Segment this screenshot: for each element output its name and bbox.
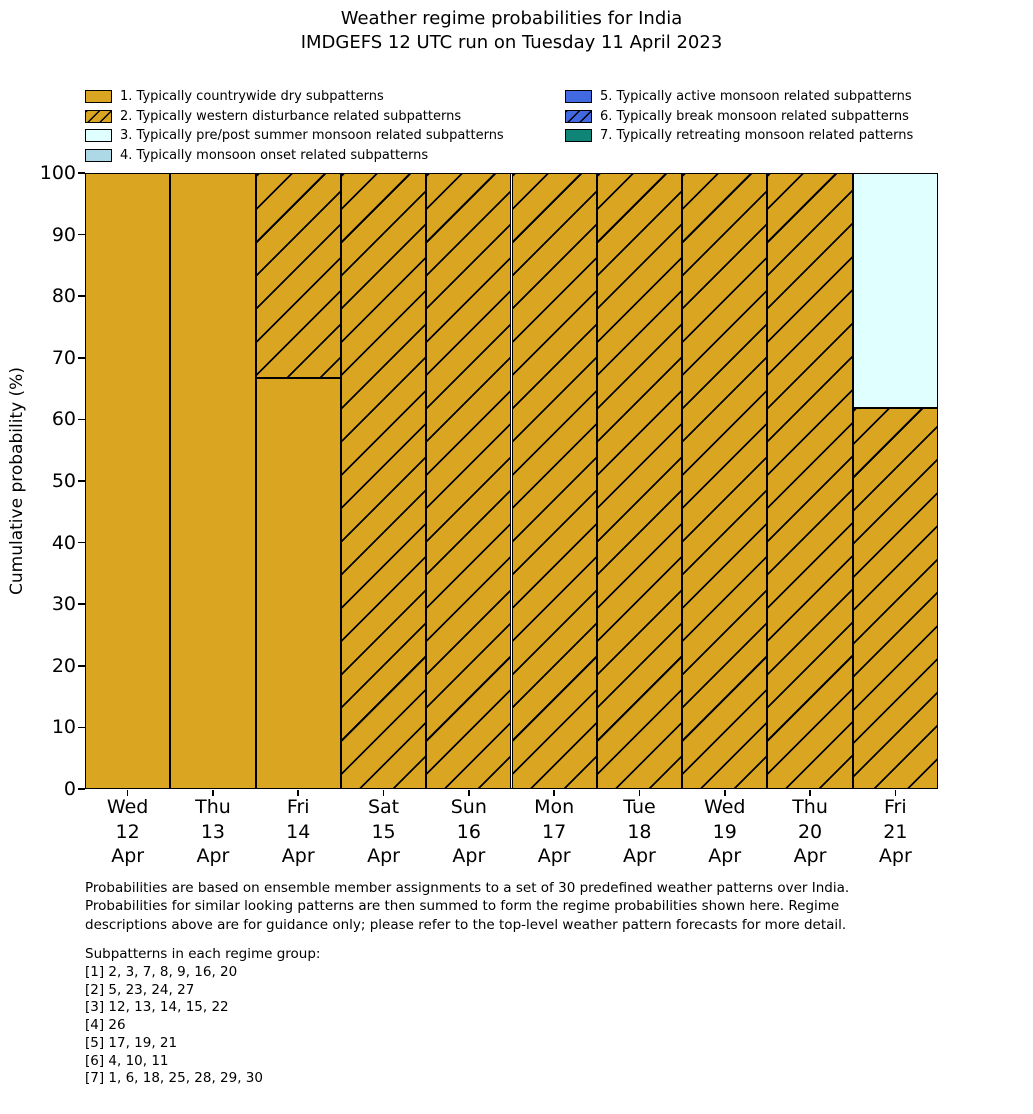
legend-item-label: 5. Typically active monsoon related subpatterns (600, 89, 912, 105)
legend-item-label: 6. Typically break monsoon related subpatterns (600, 108, 909, 124)
legend-item-label: 3. Typically pre/post summer monsoon related subpatterns (120, 128, 504, 144)
x-tick-label: Thu 13 Apr (195, 796, 231, 867)
subpatterns-line: [5] 17, 19, 21 (85, 1034, 178, 1051)
legend-swatch-icon (85, 129, 112, 142)
y-tick-mark (78, 603, 85, 605)
y-tick-label: 50 (51, 470, 76, 492)
x-tick-label: Wed 12 Apr (106, 796, 149, 867)
subpatterns-line: [3] 12, 13, 14, 15, 22 (85, 999, 229, 1016)
x-tick-label: Sun 16 Apr (450, 796, 487, 867)
bar-segment-regime-2 (426, 173, 511, 789)
y-tick-mark (78, 357, 85, 359)
y-tick-label: 40 (51, 531, 76, 554)
subpatterns-list (85, 964, 263, 1088)
footer-paragraph (85, 879, 849, 934)
bar-segment-regime-2 (853, 408, 938, 789)
y-tick-mark (78, 727, 85, 729)
y-tick-label: 10 (51, 716, 76, 739)
y-axis-label: Cumulative probability (%) (7, 367, 27, 595)
y-tick-label: 100 (39, 162, 76, 184)
bar-segment-regime-2 (767, 173, 852, 789)
y-tick-mark (78, 172, 85, 174)
plot-area (85, 173, 938, 789)
y-tick-label: 60 (51, 408, 76, 431)
legend-swatch-icon (565, 90, 592, 103)
legend-item-regime-4 (85, 146, 504, 166)
x-tick-label: Sat 15 Apr (367, 796, 400, 867)
bar-segment-regime-1 (256, 378, 341, 789)
y-tick-label: 70 (51, 346, 76, 369)
legend-item-label: 7. Typically retreating monsoon related patterns (600, 128, 914, 144)
subpatterns-line: [7] 1, 6, 18, 25, 28, 29, 30 (85, 1070, 263, 1087)
x-tick-label: Fri 14 Apr (281, 796, 315, 867)
bar-segment-regime-2 (682, 173, 767, 789)
footer-line: Probabilities for similar looking patterns are then summed to form the regime probabilities shown here. Regime (85, 898, 840, 915)
y-tick-mark (78, 419, 85, 421)
y-tick-label: 80 (51, 285, 76, 308)
legend-item-label: 4. Typically monsoon onset related subpatterns (120, 148, 429, 164)
x-tick-label: Mon 17 Apr (534, 796, 575, 867)
chart-title: Weather regime probabilities for India (340, 8, 683, 29)
subpatterns-line: [6] 4, 10, 11 (85, 1052, 169, 1069)
y-tick-mark (78, 234, 85, 236)
y-tick-label: 30 (51, 593, 76, 616)
y-tick-mark (78, 542, 85, 544)
bar-segment-regime-1 (85, 173, 170, 789)
legend-swatch-icon (565, 110, 592, 123)
subpatterns-line: [1] 2, 3, 7, 8, 9, 16, 20 (85, 964, 238, 980)
bar-segment-regime-2 (341, 173, 426, 789)
chart-subtitle: IMDGEFS 12 UTC run on Tuesday 11 April 2023 (300, 32, 723, 53)
y-tick-mark (78, 295, 85, 297)
x-tick-label: Wed 19 Apr (704, 796, 746, 867)
legend-swatch-icon (85, 149, 112, 162)
bar-segment-regime-3 (853, 173, 938, 408)
subpatterns-line: [2] 5, 23, 24, 27 (85, 981, 195, 998)
subpatterns-line: [4] 26 (85, 1017, 126, 1034)
legend-column-right (565, 87, 913, 146)
legend-item-label: 2. Typically western disturbance related subpatterns (120, 108, 462, 124)
y-tick-label: 0 (63, 778, 76, 800)
legend-item-regime-2 (85, 107, 504, 127)
legend-item-label: 1. Typically countrywide dry subpatterns (120, 89, 384, 105)
subpatterns-heading: Subpatterns in each regime group: (85, 946, 321, 962)
footer-line: Probabilities are based on ensemble member assignments to a set of 30 predefined weather patterns over India. (85, 880, 850, 896)
y-tick-mark (78, 788, 85, 790)
legend-item-regime-7 (565, 126, 913, 146)
y-tick-label: 20 (51, 654, 76, 677)
x-tick-label: Fri 21 Apr (878, 796, 912, 867)
bar-segment-regime-2 (256, 173, 341, 378)
y-tick-mark (78, 665, 85, 667)
x-tick-label: Tue 18 Apr (623, 796, 656, 867)
legend-swatch-icon (85, 90, 112, 103)
x-tick-label: Thu 20 Apr (792, 796, 828, 867)
legend-item-regime-6 (565, 107, 913, 127)
footer-line: descriptions above are for guidance only; please refer to the top-level weather pattern forecasts for more detail. (85, 916, 847, 933)
bar-segment-regime-1 (170, 173, 255, 789)
legend-swatch-icon (85, 110, 112, 123)
legend-column-left (85, 87, 504, 165)
legend-item-regime-5 (565, 87, 913, 107)
y-tick-mark (78, 480, 85, 482)
bar-segment-regime-2 (597, 173, 682, 789)
legend-item-regime-3 (85, 126, 504, 146)
legend-item-regime-1 (85, 87, 504, 107)
legend-swatch-icon (565, 129, 592, 142)
y-tick-label: 90 (51, 223, 76, 246)
bar-segment-regime-2 (512, 173, 597, 789)
